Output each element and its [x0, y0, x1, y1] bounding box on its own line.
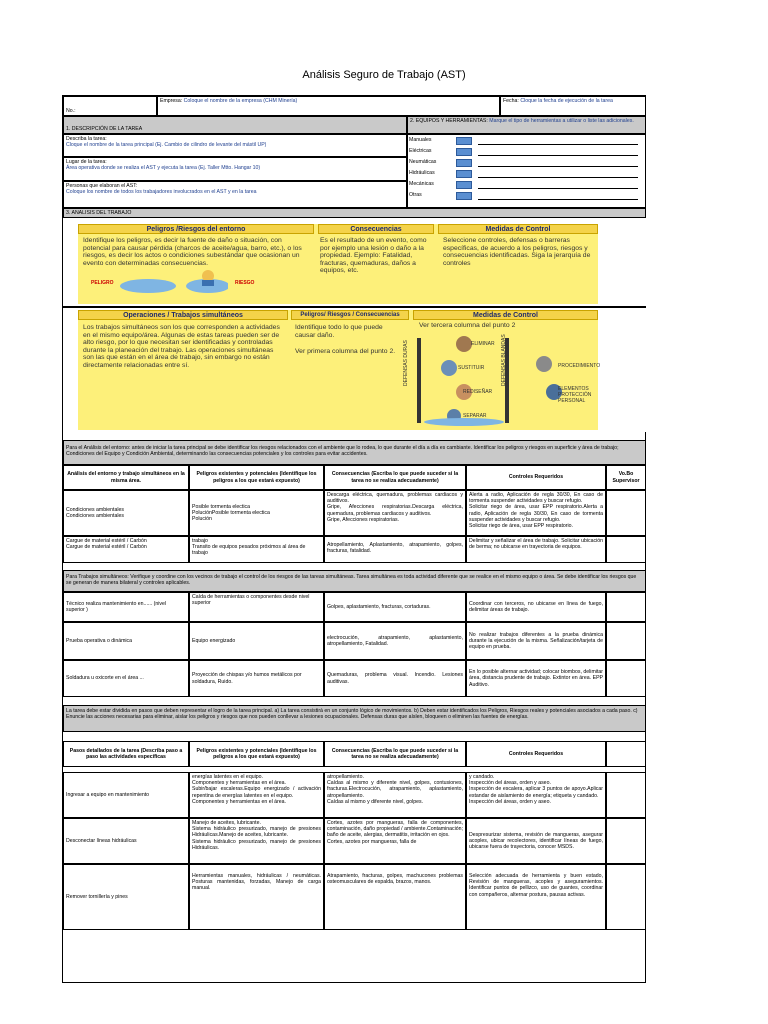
equipo-manuales: Manuales [409, 137, 432, 143]
checkbox-manuales[interactable] [456, 137, 472, 145]
table-row[interactable]: Descarga eléctrica, quemadura, problemas cardiacos y auditivos. Gripe, Afecciones respiratorias.Descarga eléctrica, quemadura, problemas cardiacos y auditivos. Gripe, Afecciones respiratorias. [324, 490, 466, 536]
table-row[interactable] [606, 660, 646, 697]
table-row[interactable]: Delimitar y señalizar el área de trabajo. Solicitar ubicación de berma; no ubicarse en trayectoria de equipos. [466, 536, 606, 563]
ast-form [62, 95, 646, 983]
table-row[interactable]: electrocución, atrapamiento, aplastamiento, atropellamiento, Fatalidad. [324, 622, 466, 660]
consecuencias-text: Es el resultado de un evento, como por ejemplo una lesión o daño a la propiedad. Ejemplo: Fatalidad, fracturas, quemaduras, daños a equipos, etc. [320, 237, 427, 275]
divider [63, 306, 646, 308]
checkbox-mecanicas[interactable] [456, 181, 472, 189]
fill-line [478, 177, 638, 178]
table-row[interactable] [606, 490, 646, 536]
table3-header-1: Pasos detallados de la tarea (Describa paso a paso las actividades específicas [63, 741, 189, 767]
table-row[interactable] [606, 772, 646, 818]
section2-heading-label: 2. EQUIPOS Y HERRAMIENTAS: [410, 118, 488, 124]
tarea-note: La tarea debe estar dividida en pasos que deben representar el logro de la tarea principal. a) La tarea consistirá en un conjunto lógico de movimientos. b) Deben estar identificados los Peligros, Riesgos reales y potenciales asociados a cada paso. c) Enuncie las acciones necesarias para eliminar, aislar los peligros y riesgos que nos pueden conllevar a lesiones ocupacionales. Defensas duras que aíslen, bloqueen o eliminen las fuentes de energías. [63, 705, 646, 732]
describe-cell[interactable] [63, 134, 407, 157]
equipo-otras: Otras [409, 192, 422, 198]
table-row[interactable]: Coordinar con terceros, no ubicarse en línea de fuego, delimitar áreas de trabajo. [466, 592, 606, 622]
fecha-cell[interactable] [500, 96, 646, 116]
ill-separar: SEPARAR [463, 413, 487, 419]
table-row[interactable]: Remover tornillería y pines [63, 864, 189, 930]
guide-area [63, 218, 646, 432]
ill-def-blandas: DEFENSAS BLANDAS [501, 334, 507, 386]
personas-label: Personas que elaboran el AST: [66, 183, 138, 189]
table3-header-3: Consecuencias (Escriba lo que puede suceder si la tarea no se realiza adecuadamente) [324, 741, 466, 767]
ill-redisenar: REDISEÑAR [463, 389, 493, 395]
table-row[interactable]: Quemaduras, problema visual. Incendio. Lesiones auditivas. [324, 660, 466, 697]
lugar-value: Área operativa donde se realiza el AST y ejecuta la tarea (Ej. Taller Mtto. Hangar 10) [66, 165, 261, 172]
table1-header-3: Consecuencias (Escriba lo que puede suceder si la tarea no se realiza adecuadamente) [324, 465, 466, 490]
checkbox-neumaticas[interactable] [456, 159, 472, 167]
pel-cons-text2: Ver primera columna del punto 2. [295, 348, 396, 355]
table-row[interactable]: Proyección de chispas y/o humos metálicos por soldadura, Ruido. [189, 660, 324, 697]
lugar-label: Lugar de la tarea: [66, 159, 107, 165]
table-row[interactable]: Cortes, azotes por mangueras, falla de componentes, contaminación, daño propiedad / ambiente.Contaminación; baño de aceite, alergias, dermatitis, irritación en ojos. Cortes, azotes por mangueras, falla de [324, 818, 466, 864]
table-row[interactable] [606, 622, 646, 660]
medidas2-text: Ver tercera columna del punto 2 [419, 322, 516, 329]
checkbox-otras[interactable] [456, 192, 472, 200]
table-row[interactable]: Equipo energizado [189, 622, 324, 660]
table-row[interactable]: Selección adecuada de herramienta y buen estado, Revisión de mangueras, acoples y aseguramientos. Identificar puntos de pellizco, uso de guantes, coordinar con compañeros, alternar postura, pausas activas. [466, 864, 606, 930]
table-row[interactable]: Desconectar líneas hidráulicas [63, 818, 189, 864]
fill-line [478, 188, 638, 189]
ill-eliminar: ELIMINAR [471, 341, 495, 347]
section1-heading: 1. DESCRIPCIÓN DE LA TAREA [63, 116, 407, 134]
fill-line [478, 155, 638, 156]
table1-header-5: Vo.Bo Supervisor [606, 465, 646, 490]
table-row[interactable]: Prueba operativa o dinámica [63, 622, 189, 660]
table-row[interactable]: Condiciones ambientales Condiciones ambientales [63, 490, 189, 536]
table-row[interactable]: Técnico realiza mantenimiento en...... (nivel superior ) [63, 592, 189, 622]
ill-sustituir: SUSTITUIR [458, 365, 485, 371]
section3-heading: 3. ANALISIS DEL TRABAJO [63, 208, 646, 218]
table-row[interactable] [606, 864, 646, 930]
table3-header-4: Controles Requeridos [466, 741, 606, 767]
medidas-text: Seleccione controles, defensas o barreras específicas, de acuerdo a los peligros, riesgos y consecuencias identificadas. Siga la jerarquía de controles [443, 237, 591, 267]
fill-line [478, 166, 638, 167]
operaciones-text: Los trabajos simultáneos son los que corresponden a actividades en el mismo equipo/área. Algunas de estas tareas pueden ser de alto riesgo, por lo que necesitan ser identificadas y controladas durante la planeación del trabajo. Las operaciones simultáneas son las que están en el área de trabajo, sin embargo no están directamente relacionadas entre sí. [83, 324, 280, 369]
empresa-label: Empresa: [160, 98, 183, 104]
table-row[interactable]: Despresurizar sistema, revisión de mangueras, asegurar acoples, ubicar recolectores, identificar líneas de fuego, ubicarse fuera de trayectoria, conocer MSDS. [466, 818, 606, 864]
fill-line [478, 144, 638, 145]
ill-elementos: ELEMENTOS PROTECCIÓN PERSONAL [558, 386, 592, 404]
table-row[interactable]: Golpes, aplastamiento, fracturas, cortaduras. [324, 592, 466, 622]
page-title: Análisis Seguro de Trabajo (AST) [302, 69, 466, 81]
table-row[interactable]: Posible tormenta electica PoluciónPosible tormenta electica Polución [189, 490, 324, 536]
table3-header-5 [606, 741, 646, 767]
empresa-cell[interactable] [157, 96, 500, 116]
table-row[interactable]: En lo posible alternar actividad; colocar biombos, delimitar área, distancia prudente de trabajo. Extintor en área. EPP Auditivo. [466, 660, 606, 697]
table-row[interactable]: y candado. Inspección del áreas, orden y aseo. Inspección de escalera, aplicar 3 puntos de apoyo.Aplicar estandar de aislamiento de energía; etiqueta y candado. Inspección del áreas, orden y aseo. [466, 772, 606, 818]
empresa-value: Coloque el nombre de la empresa (CHM Minería) [183, 98, 298, 104]
lugar-cell[interactable] [63, 157, 407, 181]
peligros-text: Identifique los peligros, es decir la fuente de daño o situación, con potencial para causar pérdida (charcos de aceite/agua, barro, etc.), o los riesgos, es decir los actos o condiciones subestándar que ocasionan un evento con determinadas consecuencias. [83, 237, 302, 267]
table-row[interactable]: Soldadura u oxicorte en el área ... [63, 660, 189, 697]
section2-heading [407, 116, 646, 134]
table-row[interactable]: trabajo Transito de equipos pesados próximos al área de trabajo [189, 536, 324, 563]
ill-def-duras: DEFENSAS DURAS [403, 340, 409, 386]
puddle-illustration-icon [118, 266, 228, 296]
fecha-value: Cloque la fecha de ejecución de la tarea [520, 98, 613, 104]
table-row[interactable] [606, 592, 646, 622]
pel-cons-text1: Identifique todo lo que puede causar daño. [295, 324, 383, 339]
peligros-title: Peligros /Riesgos del entorno [78, 224, 314, 234]
table-row[interactable]: Manejo de aceites, lubricante. Sistema hidráulico presurizado, manejo de presiones Hidráulicas.Manejo de aceites, lubricante. Sistema hidráulico presurizado, manejo de presiones Hidráulicas. [189, 818, 324, 864]
table-row[interactable]: Caída de herramientas o componentes desde nivel superior [189, 592, 324, 622]
checkbox-hidraulicas[interactable] [456, 170, 472, 178]
table-row[interactable]: energías latentes en el equipo. Componentes y herramientas en el área. Subir/bajar escaleras.Equipo energizado / activación repentina de energías latentes en el equipo. Componentes y herramientas en el área. [189, 772, 324, 818]
entorno-note: Para el Análisis del entorno: antes de iniciar la tarea principal se debe identificar los riesgos relacionados con el ambiente que lo rodea, lo que durante el día a día es cambiante. Identificar los peligros y riesgos en superficie y área de trabajo; Condiciones del Equipo y Condición Ambiental, determinando las consecuencias potenciales y los controles para evitar accidentes. [63, 440, 646, 465]
ill-procedimiento: PROCEDIMIENTO [558, 363, 601, 369]
equipos-box [407, 134, 646, 208]
no-label: No.: [66, 107, 76, 114]
simultaneos-note: Para Trabajos simultáneos: Verifique y coordine con los vecinos de trabajo el control de los riesgos de las tareas simultáneas. Tarea simultánea es toda actividad diferente que se realice en el mismo equipo o área. Se debe identificar los riesgos que se generan de manera bilateral y controles aplicables. [63, 570, 646, 592]
fill-line [478, 199, 638, 200]
table3-header-2: Peligros existentes y potenciales (Identifique los peligros a los que estará expuesto) [189, 741, 324, 767]
equipo-mecanicas: Mecánicas [409, 181, 434, 187]
table1-header-1: Análisis del entorno y trabajo simultáneos en la misma área. [63, 465, 189, 490]
checkbox-electricas[interactable] [456, 148, 472, 156]
pel-cons-title: Peligros/ Riesgos / Consecuencias [291, 310, 409, 320]
fecha-label: Fecha: [503, 98, 519, 104]
equipo-hidraulicas: Hidráulicas [409, 170, 435, 176]
table-row[interactable]: Herramientas manuales, hidráulicas / neumáticas. Posturas mantenidas, forzadas, Manejo de carga manual. [189, 864, 324, 930]
personas-value: Coloque los nombre de todos los trabajadores involucrados en el AST y en la tarea [66, 189, 257, 196]
riesgo-tag: RIESGO [235, 280, 255, 286]
table-row[interactable]: Ingresar a equipo en mantenimiento [63, 772, 189, 818]
describe-label: Describa la tarea: [66, 136, 107, 142]
consecuencias-title: Consecuencias [318, 224, 434, 234]
peligro-tag: PELIGRO [91, 280, 114, 286]
table-row[interactable]: atropellamiento. Caídas al mismo y diferente nivel, golpes, contusiones, fracturas.Electrocución, atrapamiento, aplastamiento, atropellamiento. Caídas al mismo y diferente nivel, golpes. [324, 772, 466, 818]
table-row[interactable]: Atrapamiento, fracturas, golpes, machucones problemas osteomusculares de espalda, brazos, manos. [324, 864, 466, 930]
table-row[interactable]: No realizar trabajos diferentes a la prueba dinámica durante la ejecución de la misma. Señalización/tarjeta de equipo en prueba. [466, 622, 606, 660]
equipo-electricas: Eléctricas [409, 148, 432, 154]
personas-cell[interactable] [63, 181, 407, 208]
medidas-title: Medidas de Control [438, 224, 598, 234]
table-row[interactable]: Alerta a radio, Aplicación de regla 30/30, En caso de tormenta suspender actividades y buscar refugio. Solicitar riego de área, usar EPP respiratorio.Alerta a radio, Aplicación de regla 30/30, En caso de tormenta suspender actividades y buscar refugio. Solicitar riego de área, usar EPP respiratorio. [466, 490, 606, 536]
no-cell[interactable] [63, 96, 157, 116]
medidas2-title: Medidas de Control [413, 310, 598, 320]
describe-value: Cloque el nombre de la tarea principal (Ej. Cambio de cilindro de levante del mástil UP) [66, 142, 267, 149]
table-row[interactable]: Atropellamiento, Aplastamiento, atrapamiento, golpes, fracturas, fatalidad. [324, 536, 466, 563]
table-row[interactable] [606, 536, 646, 563]
table-row[interactable] [606, 818, 646, 864]
operaciones-title: Operaciones / Trabajos simultáneos [78, 310, 288, 320]
equipo-neumaticas: Neumáticas [409, 159, 437, 165]
table1-header-2: Peligros existentes y potenciales (Identifique los peligros a los que estará expuesto) [189, 465, 324, 490]
table1-header-4: Controles Requeridos [466, 465, 606, 490]
section2-heading-value: Marque el tipo de herramientas a utilizar o liste las adicionales. [489, 118, 634, 124]
table-row[interactable]: Cargue de material estéril / Carbón Cargue de material estéril / Carbón [63, 536, 189, 563]
